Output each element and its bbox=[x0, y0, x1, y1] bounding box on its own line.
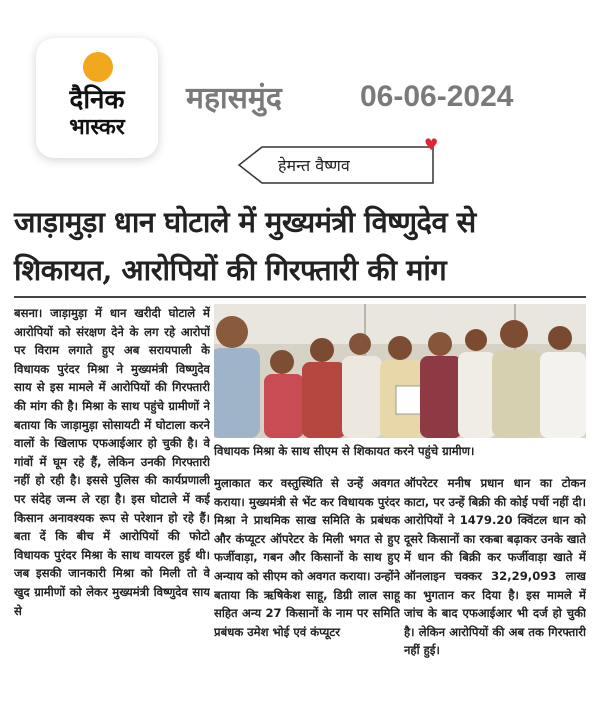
edition-date: 06-06-2024 bbox=[360, 80, 514, 113]
article-column-3: ऑपरेटर मनीष प्रधान धान का टोकन काटा, पर उन्हें बिक्री की कोई पर्ची नहीं दी। आरोपियों ने 1479.20 क्विंटल धान को दूसरे किसानों का रकबा बढ़ाकर उनके खाते में धान की बिक्री कर फर्जीवाड़ा खाते में ऑनलाइन चक्कर 32,29,093 लाख का भुगतान कर दिया है। इस मामले में जांच के बाद एफआईआर भी दर्ज हो चुकी है। लेकिन आरोपियों की अब तक गिरफ्तारी नहीं हुई। bbox=[404, 476, 586, 658]
edition-city: महासमुंद bbox=[186, 81, 282, 116]
headline-line-1: जाड़ामुड़ा धान घोटाले में मुख्यमंत्री विष्णुदेव से bbox=[14, 205, 476, 239]
group-photo-image bbox=[214, 304, 586, 438]
headline-line-2: शिकायत, आरोपियों की गिरफ्तारी की मांग bbox=[14, 253, 447, 287]
logo-line-1: दैनिक bbox=[69, 85, 125, 115]
author-tag bbox=[238, 146, 434, 184]
logo-line-2: भास्कर bbox=[69, 115, 125, 140]
article-column-1: बसना। जाड़ामुड़ा में धान खरीदी घोटाले में आरोपियों को संरक्षण देने के लग रहे आरोपों पर विराम लगाते हुए अब सरायपाली के विधायक पुरंदर मिश्रा ने मुख्यमंत्री विष्णुदेव साय से इस मामले में आरोपियों की गिरफ्तारी की मांग की है। मिश्रा के साथ पहुंचे ग्रामीणों ने बताया कि जाड़ामुड़ा सोसायटी में घोटाला करने वालों के खिलाफ एफआईआर हो चुकी है। वे गांवों में घूम रहे हैं, लेकिन उनकी गिरफ्तारी नहीं हो रही है। इससे पुलिस की कार्यप्रणाली पर संदेह जन्म ले रहा है। इस घोटाले में कई किसान अनावश्यक रूप से परेशान हो रहे हैं। बता दें कि बीच में आरोपियों की फोटो विधायक पुरंदर मिश्रा के साथ वायरल हुई थी। जब इसकी जानकारी मिश्रा को मिली तो वे खुद ग्रामीणों को लेकर मुख्यमंत्री विष्णुदेव साय से bbox=[14, 306, 210, 618]
author-name: हेमन्त वैष्णव bbox=[278, 156, 350, 175]
headline-divider bbox=[14, 296, 586, 298]
sun-icon bbox=[83, 52, 113, 82]
article-column-2: मुलाकात कर वस्तुस्थिति से उन्हें अवगत कराया। मुख्यमंत्री से भेंट कर विधायक पुरंदर मिश्रा ने प्राथमिक साख समिति के प्रबंधक और कंप्यूटर ऑपरेटर के मिली भगत से हुए फर्जीवाड़ा, गबन और किसानों के साथ हुए अन्याय को सीएम को अवगत कराया। उन्होंने बताया कि ऋषिकेश साहू, डिग्री लाल साहू सहित अन्य 27 किसानों के नाम पर समिति प्रबंधक उमेश भोई एवं कंप्यूटर bbox=[214, 476, 400, 639]
photo-caption: विधायक मिश्रा के साथ सीएम से शिकायत करने पहुंचे ग्रामीण। bbox=[214, 444, 475, 458]
news-photo bbox=[214, 304, 586, 438]
headline bbox=[14, 202, 586, 290]
dainik-bhaskar-logo bbox=[36, 38, 158, 158]
heart-icon: ♥ bbox=[424, 135, 439, 154]
